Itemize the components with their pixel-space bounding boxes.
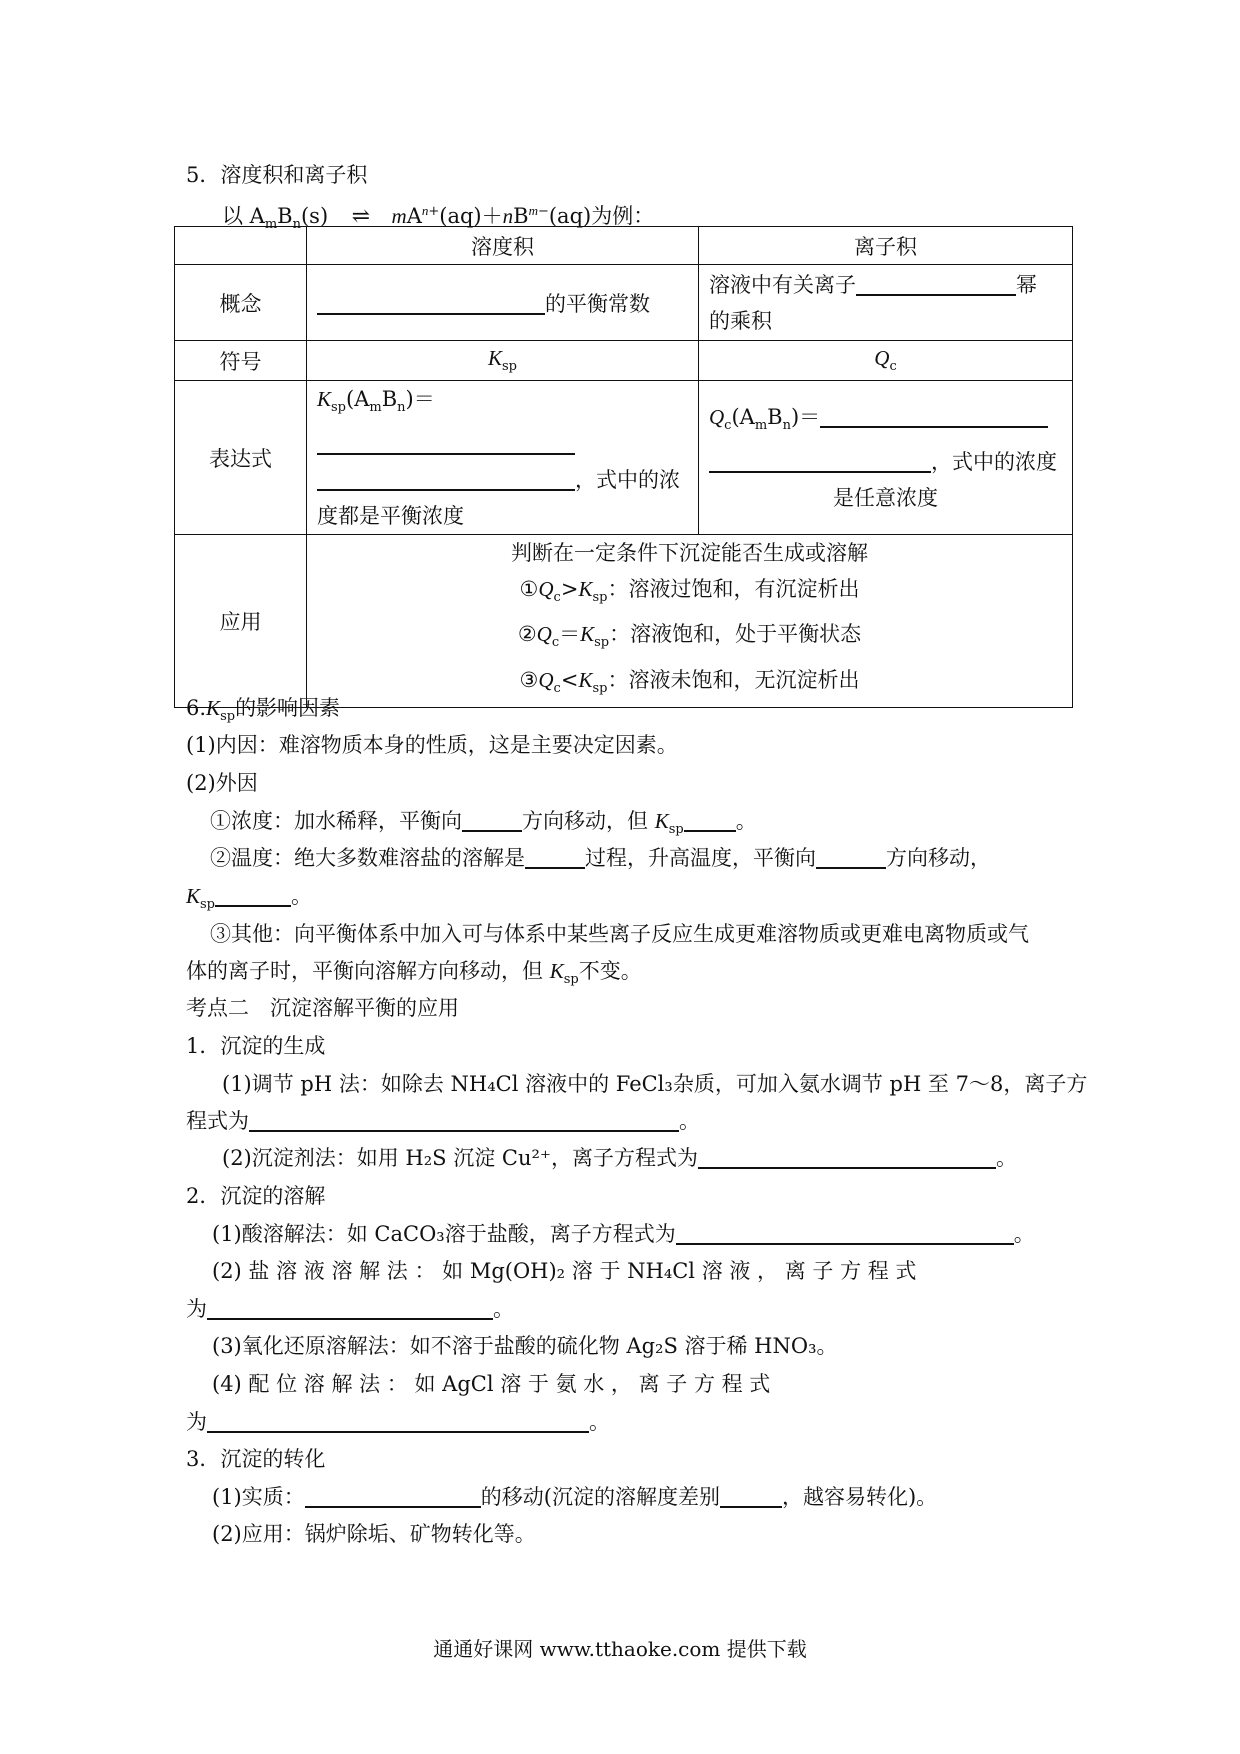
concentration-line: ①浓度：加水稀释，平衡向 方向移动，但 $K_{sp}$ 。 — [210, 809, 757, 838]
precipitate-formation-title: 1．沉淀的生成 — [186, 1034, 326, 1058]
salt-method-line: (2) 盐 溶 液 溶 解 法 ： 如 Mg(OH)₂ 溶 于 NH₄Cl 溶 液 ， 离 子 方 程 式 — [212, 1259, 917, 1283]
concept-ksp-cell: 的平衡常数 — [307, 265, 699, 341]
row-label-application: 应用 — [175, 535, 307, 708]
symbol-qc: $Q_c$ — [699, 341, 1073, 381]
precipitate-dissolution-title: 2．沉淀的溶解 — [186, 1184, 326, 1208]
coordination-method-line: (4) 配 位 溶 解 法 ： 如 AgCl 溶 于 氨 水 ， 离 子 方 程 式 — [212, 1372, 771, 1396]
blank-line[interactable] — [816, 845, 886, 869]
header-ion-product: 离子积 — [699, 227, 1073, 265]
blank-line[interactable] — [462, 808, 522, 832]
equilibrium-arrows-icon: ⇌ — [351, 204, 369, 229]
blank-line[interactable] — [207, 1409, 589, 1433]
blank-line[interactable] — [684, 808, 736, 832]
row-label-expression: 表达式 — [175, 381, 307, 535]
ph-method-equation: 程式为 。 — [186, 1109, 700, 1133]
coordination-method-equation: 为 。 — [186, 1410, 610, 1434]
header-solubility-product: 溶度积 — [307, 227, 699, 265]
temperature-line: ②温度：绝大多数难溶盐的溶解是 过程，升高温度，平衡向 方向移动， — [210, 846, 991, 870]
salt-method-equation: 为 。 — [186, 1297, 514, 1321]
concept-qc-cell: 溶液中有关离子 幂 的乘积 — [699, 265, 1073, 341]
other-factor-line-2: 体的离子时，平衡向溶解方向移动，但 $K_{sp}$不变。 — [186, 959, 642, 988]
ksp-qc-table — [174, 226, 1073, 708]
blank-line[interactable] — [305, 1484, 481, 1508]
other-factor-line-1: ③其他：向平衡体系中加入可与体系中某些离子反应生成更难溶物质或更难电离物质或气 — [210, 922, 1029, 946]
section-6-title: $6.K_{sp}$的影响因素 — [186, 696, 341, 725]
conversion-application-line: (2)应用：锅炉除垢、矿物转化等。 — [212, 1522, 536, 1546]
blank-line[interactable] — [317, 467, 575, 491]
blank-line[interactable] — [317, 291, 545, 315]
blank-line[interactable] — [207, 1296, 493, 1320]
row-label-symbol: 符号 — [175, 341, 307, 381]
precipitate-conversion-title: 3．沉淀的转化 — [186, 1447, 326, 1471]
blank-line[interactable] — [215, 883, 291, 907]
blank-line[interactable] — [856, 272, 1016, 296]
ph-method-line: (1)调节 pH 法：如除去 NH₄Cl 溶液中的 FeCl₃杂质，可加入氨水调节 pH 至 7～8，离子方 — [222, 1072, 1088, 1096]
expression-qc-cell: $Q_c(A_mB_n)=$ ，式中的浓度 是任意浓度 — [699, 381, 1073, 535]
precipitant-method-line: (2)沉淀剂法：如用 H₂S 沉淀 Cu²⁺，离子方程式为 。 — [222, 1146, 1017, 1170]
redox-method-line: (3)氧化还原溶解法：如不溶于盐酸的硫化物 Ag₂S 溶于稀 HNO₃。 — [212, 1334, 838, 1358]
blank-line[interactable] — [676, 1221, 1014, 1245]
internal-factor: (1)内因：难溶物质本身的性质，这是主要决定因素。 — [186, 733, 678, 757]
blank-line[interactable] — [525, 845, 585, 869]
point-2-title: 考点二 沉淀溶解平衡的应用 — [186, 996, 459, 1020]
blank-line[interactable] — [820, 404, 1048, 428]
blank-line[interactable] — [720, 1484, 782, 1508]
row-label-concept: 概念 — [175, 265, 307, 341]
expression-ksp-cell: $K_{sp}(A_mB_n)=$ ，式中的浓 度都是平衡浓度 — [307, 381, 699, 535]
symbol-ksp: $K_{sp}$ — [307, 341, 699, 381]
blank-line[interactable] — [249, 1108, 679, 1132]
temperature-line-2: $K_{sp}$ 。 — [186, 884, 313, 913]
blank-line[interactable] — [709, 449, 931, 473]
blank-line[interactable] — [317, 431, 575, 455]
external-factor: (2)外因 — [186, 771, 258, 795]
blank-line[interactable] — [698, 1145, 996, 1169]
section-5-title: 5．溶度积和离子积 — [186, 163, 368, 187]
conversion-essence-line: (1)实质： 的移动(沉淀的溶解度差别 ，越容易转化)。 — [212, 1485, 938, 1509]
acid-method-line: (1)酸溶解法：如 CaCO₃溶于盐酸，离子方程式为 。 — [212, 1222, 1035, 1246]
page-footer: 通通好课网 www.tthaoke.com 提供下载 — [433, 1637, 807, 1661]
section-5-example: 以 $A_mB_n(s)$ ⇌ $mA^{n+}(aq)+nB^{m-}(aq)$为例： — [222, 203, 655, 233]
application-cell: 判断在一定条件下沉淀能否生成或溶解 $①Q_c>K_{sp}$：溶液过饱和，有沉淀析出 $②Q_c=K_{sp}$：溶液饱和，处于平衡状态 $③Q_c<K_{sp}$：溶液未饱和，无沉淀析出 — [307, 535, 1073, 708]
